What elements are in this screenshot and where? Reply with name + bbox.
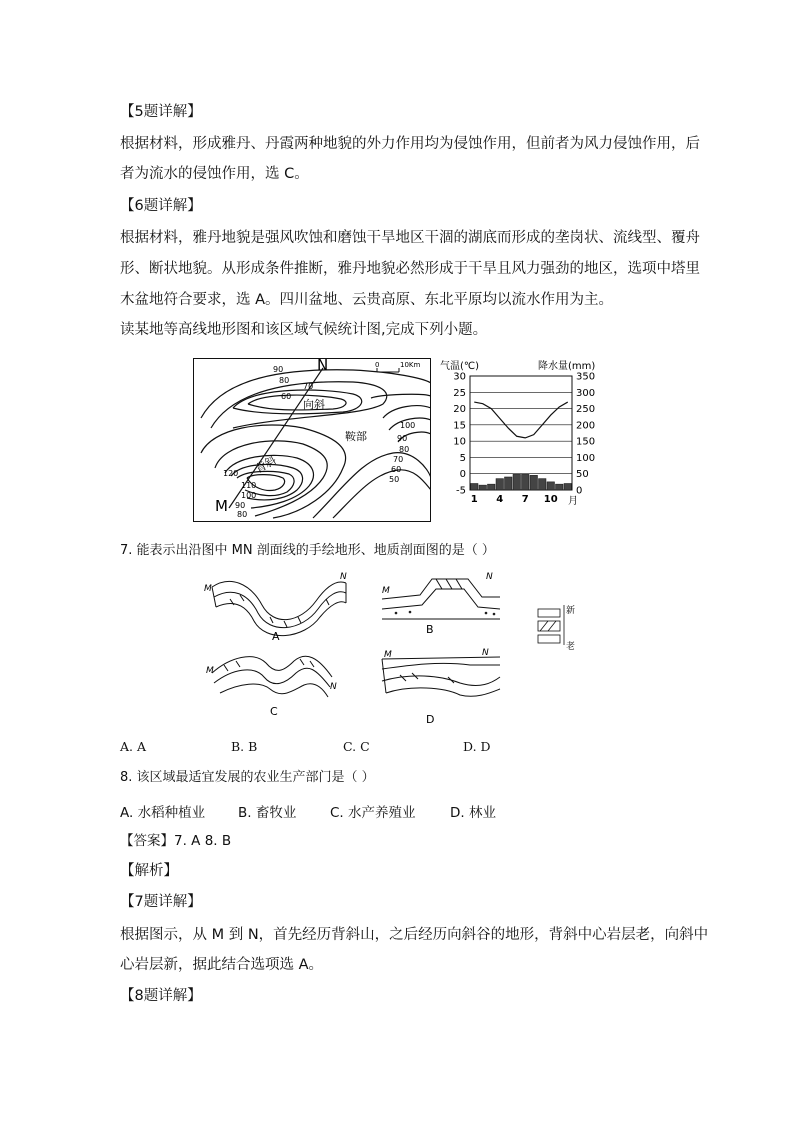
paragraph-6b: 形、断状地貌。从形成条件推断，雅丹地貌必然形成于干旱且风力强劲的地区，选项中塔里 (120, 261, 700, 277)
precip-bar (547, 482, 555, 490)
temp-tick-label: 10 (453, 436, 466, 448)
plot-frame (470, 376, 572, 490)
strata-legend (538, 605, 564, 645)
contour-value: 50 (389, 475, 400, 484)
q7-option-d[interactable]: D. D (463, 739, 491, 754)
heading-6: 【6题详解】 (120, 198, 202, 214)
answer-line: 【答案】7. A 8. B (120, 833, 232, 849)
anticline-label: 背斜 (252, 453, 279, 476)
paragraph-6c: 木盆地符合要求，选 A。四川盆地、云贵高原、东北平原均以流水作用为主。 (120, 292, 614, 308)
precip-bar (564, 483, 572, 490)
contour-value: 70 (393, 455, 404, 464)
q8-option-d[interactable]: D. 林业 (450, 805, 496, 821)
contour-value: 60 (391, 465, 402, 474)
temp-tick-label: 5 (459, 452, 466, 464)
section-d-label: D (426, 713, 435, 726)
paragraph-5b: 者为流水的侵蚀作用，选 C。 (120, 166, 309, 182)
section-a-m: M (204, 584, 212, 594)
contour-value: 100 (241, 491, 257, 500)
q8-option-a[interactable]: A. 水稻种植业 (120, 805, 206, 821)
section-a-n: N (340, 572, 347, 582)
contour-value: 110 (241, 481, 257, 490)
legend-old: 老 (566, 642, 576, 652)
precip-tick-label: 150 (576, 436, 596, 448)
precip-bar (513, 474, 521, 490)
contour-value: 90 (235, 501, 246, 510)
precip-tick-label: 100 (576, 452, 596, 464)
precip-tick-label: 200 (576, 420, 596, 432)
section-b-n: N (486, 572, 493, 582)
analysis-heading: 【解析】 (120, 863, 178, 879)
section-b-m: M (382, 586, 390, 596)
precip-bar (479, 485, 487, 490)
map-m-label: M (215, 497, 228, 515)
precip-bar (539, 479, 547, 490)
precip-axis-title: 降水量(mm) (538, 361, 596, 372)
q8-option-c[interactable]: C. 水产养殖业 (330, 805, 416, 821)
month-tick-label: 4 (496, 494, 504, 505)
paragraph-6a: 根据材料，雅丹地貌是强风吹蚀和磨蚀干旱地区干涸的湖底而形成的垄岗状、流线型、覆舟 (120, 230, 700, 246)
q8-option-b[interactable]: B. 畜牧业 (238, 805, 297, 821)
precip-bar (505, 477, 513, 490)
precip-tick-label: 250 (576, 404, 596, 416)
contour-value: 100 (400, 421, 416, 430)
precip-bar (471, 483, 479, 490)
legend-new: 新 (566, 606, 576, 616)
paragraph-7b: 心岩层新，据此结合选项选 A。 (120, 957, 324, 973)
section-c-n: N (330, 682, 337, 692)
heading-8: 【8题详解】 (120, 988, 202, 1004)
section-d-m: M (384, 650, 392, 660)
precip-bar (496, 479, 504, 490)
heading-7: 【7题详解】 (120, 894, 202, 910)
scale-distance: 10Km (400, 361, 421, 369)
paragraph-7a: 根据图示，从 M 到 N，首先经历背斜山，之后经历向斜谷的地形，背斜中心岩层老，向斜中 (120, 927, 709, 943)
section-d (382, 657, 500, 696)
question-7: 7. 能表示出沿图中 MN 剖面线的手绘地形、地质剖面图的是（ ） (120, 543, 495, 558)
precip-tick-label: 0 (576, 485, 583, 497)
contour-map (193, 358, 431, 522)
month-unit: 月 (568, 496, 578, 507)
section-c (212, 656, 332, 697)
paragraph-5a: 根据材料，形成雅丹、丹霞两种地貌的外力作用均为侵蚀作用，但前者为风力侵蚀作用，后 (120, 136, 700, 152)
contour-value: 70 (303, 382, 314, 391)
section-b-label: B (426, 623, 434, 636)
temp-tick-label: 15 (453, 420, 466, 432)
q7-option-b[interactable]: B. B (231, 739, 258, 754)
heading-5: 【5题详解】 (120, 104, 202, 120)
precip-bar (530, 475, 538, 490)
precip-tick-label: 50 (576, 469, 589, 481)
contour-value: 120 (223, 469, 239, 478)
month-tick-label: 7 (521, 494, 529, 505)
map-north-label: N (317, 358, 329, 374)
section-d-n: N (482, 648, 489, 658)
contour-value: 90 (397, 434, 408, 443)
section-b (382, 579, 500, 619)
syncline-label: 向斜 (303, 398, 325, 411)
scale-zero: 0 (375, 361, 380, 369)
climate-chart (436, 358, 596, 508)
month-tick-label: 1 (470, 494, 478, 505)
precip-tick-label: 300 (576, 387, 596, 399)
contour-value: 90 (273, 365, 284, 374)
contour-value: 80 (279, 376, 290, 385)
intro-text: 读某地等高线地形图和该区域气候统计图,完成下列小题。 (120, 322, 488, 338)
month-tick-label: 10 (543, 494, 558, 505)
precip-bar (488, 484, 496, 490)
contour-value: 80 (399, 445, 410, 454)
saddle-label: 鞍部 (345, 430, 367, 443)
temp-tick-label: -5 (456, 485, 466, 497)
section-c-label: C (270, 705, 278, 718)
temp-axis-title: 气温(℃) (440, 361, 480, 372)
q7-option-a[interactable]: A. A (120, 739, 147, 754)
section-a (212, 581, 346, 635)
section-c-m: M (206, 666, 214, 676)
section-sketches (200, 565, 620, 730)
precip-tick-label: 350 (576, 371, 596, 383)
section-a-label: A (272, 630, 280, 643)
q7-option-c[interactable]: C. C (343, 739, 370, 754)
precip-bar (556, 484, 564, 490)
temp-tick-label: 30 (453, 371, 466, 383)
temp-tick-label: 0 (459, 469, 466, 481)
precip-bar (522, 474, 530, 490)
temperature-line (474, 402, 568, 438)
temp-tick-label: 25 (453, 387, 466, 399)
temp-tick-label: 20 (453, 404, 466, 416)
question-8: 8. 该区域最适宜发展的农业生产部门是（ ） (120, 770, 375, 785)
contour-value: 60 (281, 392, 292, 401)
contour-value: 80 (237, 510, 248, 519)
